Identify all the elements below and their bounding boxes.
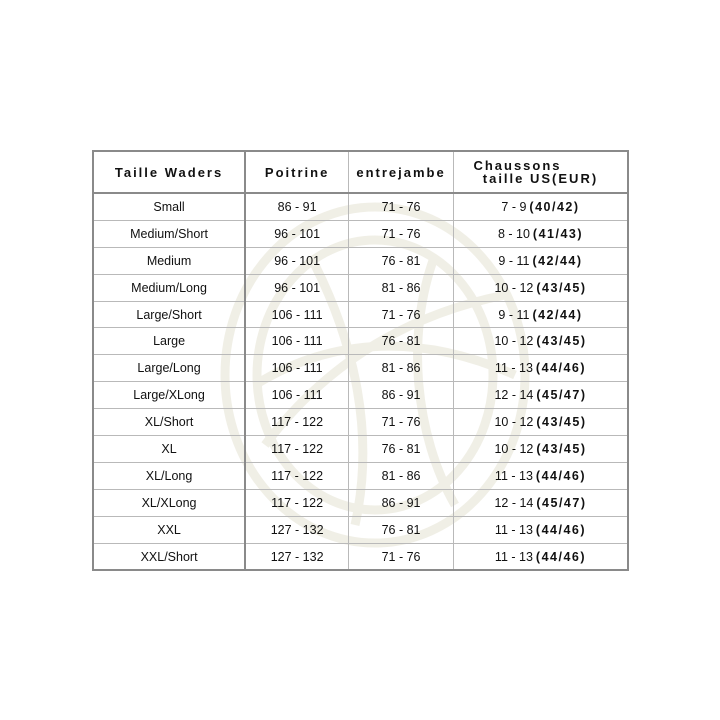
cell-inseam: 71 - 76 xyxy=(349,543,454,570)
cell-size: XL/XLong xyxy=(93,489,245,516)
cell-boots-eur: (40/42) xyxy=(529,199,580,214)
table-row xyxy=(93,355,628,382)
cell-boots-us: 11 - 13 xyxy=(494,361,533,376)
cell-boots-us: 12 - 14 xyxy=(494,388,534,403)
cell-size: Medium/Short xyxy=(93,220,245,247)
cell-size: Medium/Long xyxy=(93,274,245,301)
table-row xyxy=(93,409,628,436)
cell-boots xyxy=(453,328,628,355)
header-inseam: entrejambe xyxy=(349,151,454,193)
cell-size: Large/XLong xyxy=(93,382,245,409)
table-row xyxy=(93,301,628,328)
cell-boots xyxy=(453,436,628,463)
cell-chest: 117 - 122 xyxy=(245,436,349,463)
cell-boots-us: 11 - 13 xyxy=(494,468,533,483)
cell-chest: 117 - 122 xyxy=(245,489,349,516)
cell-inseam: 81 - 86 xyxy=(349,274,454,301)
cell-boots-eur: (44/46) xyxy=(535,468,587,483)
cell-boots xyxy=(453,193,628,220)
cell-boots-us: 10 - 12 xyxy=(494,441,534,456)
header-row xyxy=(93,151,628,193)
table-row xyxy=(93,489,628,516)
cell-chest: 106 - 111 xyxy=(245,382,349,409)
cell-inseam: 71 - 76 xyxy=(349,301,454,328)
table-row xyxy=(93,516,628,543)
cell-size: XL/Long xyxy=(93,462,245,489)
cell-inseam: 86 - 91 xyxy=(349,489,454,516)
cell-boots xyxy=(453,220,628,247)
cell-boots-us: 10 - 12 xyxy=(494,415,534,430)
cell-boots-us: 9 - 11 xyxy=(498,307,530,322)
cell-inseam: 86 - 91 xyxy=(349,382,454,409)
cell-boots xyxy=(453,247,628,274)
table-row xyxy=(93,247,628,274)
header-boots xyxy=(453,151,628,193)
cell-chest: 127 - 132 xyxy=(245,516,349,543)
header-boots-line2: taille US(EUR) xyxy=(482,171,599,186)
header-boots-line1: Chaussons xyxy=(473,158,562,173)
table-row xyxy=(93,193,628,220)
table-row xyxy=(93,543,628,570)
cell-chest: 117 - 122 xyxy=(245,462,349,489)
cell-boots xyxy=(453,543,628,570)
cell-chest: 96 - 101 xyxy=(245,274,349,301)
table-row xyxy=(93,462,628,489)
cell-boots-us: 12 - 14 xyxy=(494,495,534,510)
cell-boots-eur: (43/45) xyxy=(536,441,587,456)
cell-chest: 106 - 111 xyxy=(245,355,349,382)
cell-size: XL/Short xyxy=(93,409,245,436)
cell-inseam: 76 - 81 xyxy=(349,516,454,543)
table-row xyxy=(93,382,628,409)
cell-boots-eur: (45/47) xyxy=(536,495,587,510)
cell-chest: 127 - 132 xyxy=(245,543,349,570)
header-size: Taille Waders xyxy=(93,151,245,193)
table-row xyxy=(93,274,628,301)
cell-chest: 117 - 122 xyxy=(245,409,349,436)
cell-inseam: 76 - 81 xyxy=(349,328,454,355)
cell-boots xyxy=(453,301,628,328)
table-row xyxy=(93,328,628,355)
cell-chest: 96 - 101 xyxy=(245,220,349,247)
cell-size: XXL/Short xyxy=(93,543,245,570)
cell-boots-eur: (45/47) xyxy=(536,388,587,403)
cell-inseam: 76 - 81 xyxy=(349,436,454,463)
cell-inseam: 71 - 76 xyxy=(349,193,454,220)
cell-boots-us: 10 - 12 xyxy=(494,334,534,349)
cell-inseam: 71 - 76 xyxy=(349,409,454,436)
cell-boots xyxy=(453,409,628,436)
cell-boots-us: 9 - 11 xyxy=(498,253,530,268)
header-chest: Poitrine xyxy=(245,151,349,193)
cell-chest: 96 - 101 xyxy=(245,247,349,274)
cell-boots-eur: (42/44) xyxy=(532,307,583,322)
cell-boots-us: 8 - 10 xyxy=(497,226,530,241)
cell-chest: 106 - 111 xyxy=(245,301,349,328)
cell-boots-eur: (44/46) xyxy=(535,549,587,564)
cell-size: Medium xyxy=(93,247,245,274)
cell-boots xyxy=(453,382,628,409)
cell-size: Large/Short xyxy=(93,301,245,328)
cell-chest: 86 - 91 xyxy=(245,193,349,220)
cell-size: XXL xyxy=(93,516,245,543)
cell-inseam: 76 - 81 xyxy=(349,247,454,274)
cell-boots xyxy=(453,489,628,516)
cell-boots-us: 10 - 12 xyxy=(494,280,534,295)
size-table xyxy=(92,150,629,571)
table-row xyxy=(93,220,628,247)
cell-boots xyxy=(453,274,628,301)
cell-size: XL xyxy=(93,436,245,463)
cell-boots-us: 7 - 9 xyxy=(501,199,527,214)
cell-boots-us: 11 - 13 xyxy=(494,549,533,564)
cell-chest: 106 - 111 xyxy=(245,328,349,355)
cell-inseam: 81 - 86 xyxy=(349,462,454,489)
cell-inseam: 81 - 86 xyxy=(349,355,454,382)
cell-boots-eur: (42/44) xyxy=(532,253,583,268)
cell-boots-eur: (44/46) xyxy=(535,361,587,376)
cell-boots xyxy=(453,355,628,382)
table-row xyxy=(93,436,628,463)
cell-boots xyxy=(453,516,628,543)
cell-boots-eur: (43/45) xyxy=(536,334,587,349)
cell-boots-eur: (41/43) xyxy=(532,226,584,241)
cell-boots-us: 11 - 13 xyxy=(494,522,533,537)
cell-size: Large/Long xyxy=(93,355,245,382)
cell-boots-eur: (44/46) xyxy=(535,522,587,537)
cell-boots-eur: (43/45) xyxy=(536,280,587,295)
cell-size: Large xyxy=(93,328,245,355)
cell-size: Small xyxy=(93,193,245,220)
cell-boots-eur: (43/45) xyxy=(536,415,587,430)
cell-inseam: 71 - 76 xyxy=(349,220,454,247)
cell-boots xyxy=(453,462,628,489)
